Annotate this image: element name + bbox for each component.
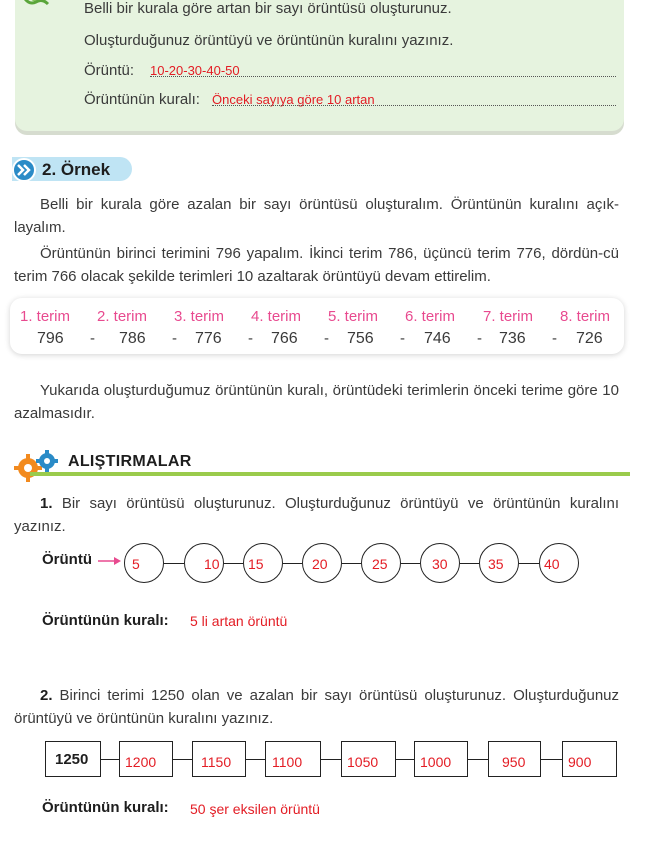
q1-kural-label: Örüntünün kuralı: <box>42 612 169 629</box>
pattern-value: 1200 <box>125 754 157 770</box>
term-separator: - <box>90 330 95 347</box>
term-label: 4. terim <box>251 308 302 325</box>
chain-connector <box>101 759 119 760</box>
term-label: 7. terim <box>483 308 534 325</box>
kural-dotted-line <box>212 105 616 106</box>
q2-kural-label: Örüntünün kuralı: <box>42 799 169 816</box>
term-label: 2. terim <box>97 308 148 325</box>
pattern-value: 30 <box>432 556 448 572</box>
pattern-circle <box>124 543 164 583</box>
term-separator: - <box>172 330 177 347</box>
oruntu-answer: 10-20-30-40-50 <box>150 63 240 78</box>
chain-connector <box>246 759 265 760</box>
example-paragraph-1: Belli bir kurala göre azalan bir sayı örüntüsü oluşturalım. Örüntünün kuralını açık-layalım. <box>14 196 619 236</box>
q1-oruntu-label: Örüntü <box>42 551 92 568</box>
chain-connector <box>460 563 479 564</box>
chain-connector <box>519 563 539 564</box>
activity-line-1: Belli bir kurala göre artan bir sayı örüntüsü oluşturunuz. <box>84 0 452 17</box>
example-paragraph-3: Yukarıda oluşturduğumuz örüntünün kuralı, örüntüdeki terimlerin önceki terime göre 10 azalmasıdır. <box>14 382 619 422</box>
term-label: 8. terim <box>560 308 611 325</box>
pattern-value: 1000 <box>420 754 452 770</box>
pattern-value: 950 <box>502 754 526 770</box>
kural-answer: Önceki sayıya göre 10 artan <box>212 92 375 107</box>
pattern-value: 900 <box>568 754 592 770</box>
term-label: 3. terim <box>174 308 225 325</box>
pattern-value: 10 <box>204 556 220 572</box>
q2-kural-answer: 50 şer eksilen örüntü <box>190 801 320 817</box>
term-separator: - <box>552 330 557 347</box>
chain-connector <box>173 759 192 760</box>
example-paragraph-2: Örüntünün birinci terimini 796 yapalım. İkinci terim 786, üçüncü terim 776, dördün-cü terim 766 olacak şekilde terimleri 10 azaltarak örüntüyü devam ettirelim. <box>14 245 619 285</box>
chain-connector <box>468 759 488 760</box>
double-chevron-icon <box>12 158 36 182</box>
chain-connector <box>224 563 243 564</box>
term-value: 756 <box>347 330 374 347</box>
question-2-body: Birinci terimi 1250 olan ve azalan bir sayı örüntüsü oluşturunuz. Oluşturduğunuz örüntüyü ve örüntünün kuralını yazınız. <box>14 687 620 727</box>
kural-label: Örüntünün kuralı: <box>84 91 200 108</box>
pattern-value: 20 <box>312 556 328 572</box>
pattern-value: 35 <box>488 556 504 572</box>
chain-connector <box>396 759 414 760</box>
term-separator: - <box>324 330 329 347</box>
question-1-body: Bir sayı örüntüsü oluşturunuz. Oluşturduğunuz örüntüyü ve örüntünün kuralını yazınız. <box>14 495 620 535</box>
pattern-value: 25 <box>372 556 388 572</box>
term-value: 766 <box>271 330 298 347</box>
chain-connector <box>164 563 184 564</box>
chain-connector <box>541 759 562 760</box>
leaf-decoration-icon <box>20 0 50 8</box>
question-1-number: 1. <box>40 495 53 512</box>
question-2-number: 2. <box>40 687 53 704</box>
terms-box <box>10 298 624 354</box>
term-value: 786 <box>119 330 146 347</box>
term-value: 796 <box>37 330 64 347</box>
pattern-value: 1150 <box>201 754 232 770</box>
pattern-value: 5 <box>132 556 140 572</box>
pattern-value: 15 <box>248 556 264 572</box>
term-label: 1. terim <box>20 308 71 325</box>
term-separator: - <box>400 330 405 347</box>
term-value: 736 <box>499 330 526 347</box>
chain-connector <box>283 563 302 564</box>
chain-connector <box>342 563 361 564</box>
oruntu-dotted-line <box>150 76 616 77</box>
q1-kural-answer: 5 li artan örüntü <box>190 613 288 629</box>
exercises-underline <box>30 472 630 476</box>
question-2-text <box>14 684 619 730</box>
oruntu-label: Örüntü: <box>84 62 135 79</box>
term-label: 5. terim <box>328 308 379 325</box>
example-title: 2. Örnek <box>42 160 111 179</box>
arrow-right-icon <box>98 555 122 567</box>
question-1-text <box>14 492 619 538</box>
gears-icon <box>13 448 63 482</box>
pattern-first-value: 1250 <box>55 751 89 768</box>
term-value: 726 <box>576 330 603 347</box>
term-separator: - <box>248 330 253 347</box>
term-label: 6. terim <box>405 308 456 325</box>
term-value: 776 <box>195 330 222 347</box>
chain-connector <box>321 759 341 760</box>
activity-line-2: Oluşturduğunuz örüntüyü ve örüntünün kuralını yazınız. <box>84 32 454 49</box>
exercises-title: ALIŞTIRMALAR <box>68 453 192 470</box>
term-value: 746 <box>424 330 451 347</box>
term-separator: - <box>477 330 482 347</box>
pattern-value: 40 <box>544 556 560 572</box>
pattern-value: 1050 <box>347 754 379 770</box>
chain-connector <box>401 563 420 564</box>
pattern-value: 1100 <box>272 754 303 770</box>
